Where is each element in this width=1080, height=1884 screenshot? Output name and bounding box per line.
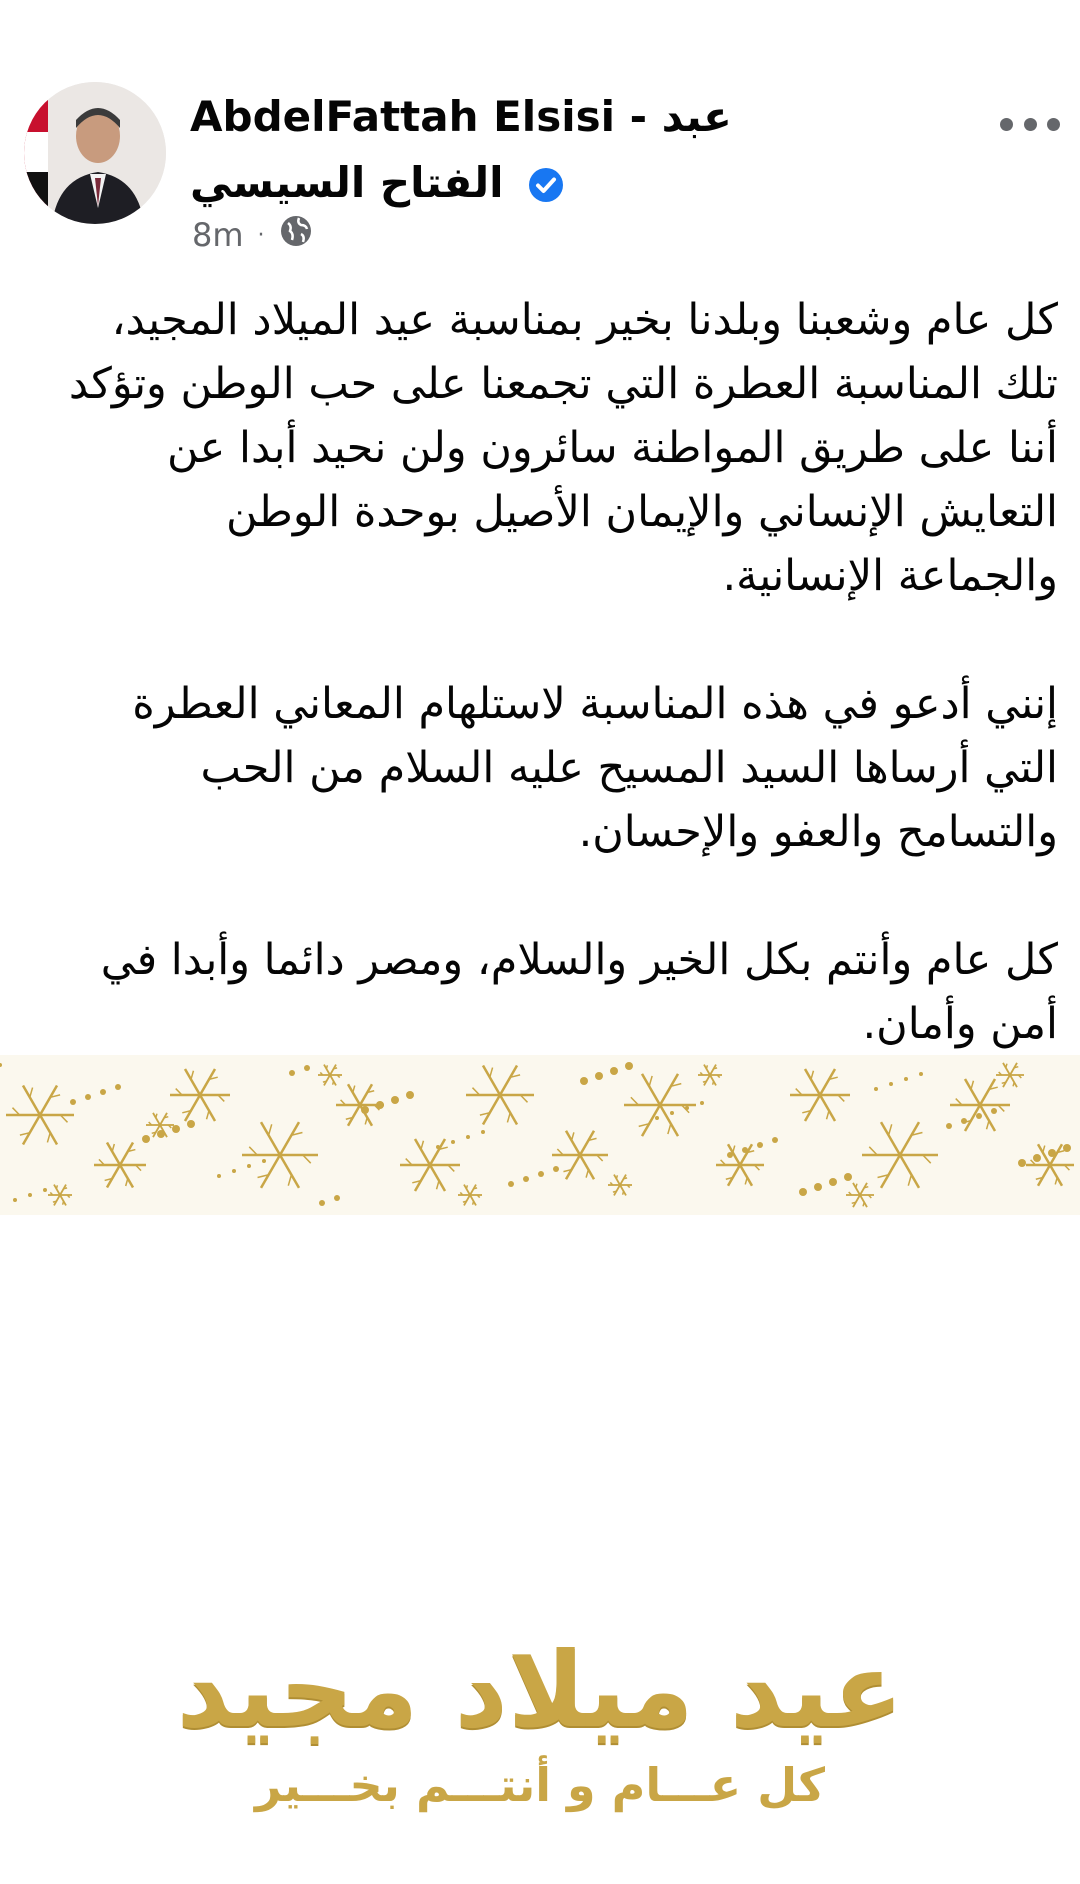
sparkle-dot: [1018, 1159, 1026, 1167]
sparkle-dot: [580, 1077, 588, 1085]
sparkle-dot: [685, 1106, 689, 1110]
meta-separator: ·: [257, 222, 265, 248]
post-paragraph: إنني أدعو في هذه المناسبة لاستلهام المعاني العطرة التي أرساها السيد المسيح عليه السلام من الحب والتسامح والعفو والإحسان.: [132, 679, 1058, 857]
author-name[interactable]: [190, 84, 830, 222]
sparkle-dot: [157, 1130, 165, 1138]
sparkle-dot: [655, 1116, 659, 1120]
sparkle-dot: [946, 1123, 952, 1129]
sparkle-dot: [889, 1082, 893, 1086]
sparkle-dot: [262, 1159, 266, 1163]
sparkle-dot: [553, 1166, 559, 1172]
sparkle-dot: [874, 1087, 878, 1091]
avatar[interactable]: [24, 82, 166, 224]
more-dot: [1000, 118, 1013, 131]
sparkle-dot: [451, 1140, 455, 1144]
sparkle-dot: [919, 1072, 923, 1076]
globe-icon: [279, 214, 313, 256]
sparkle-dot: [187, 1120, 195, 1128]
sparkle-dot: [799, 1188, 807, 1196]
sparkle-dot: [232, 1169, 236, 1173]
more-options-icon[interactable]: [1000, 108, 1060, 140]
sparkle-dot: [436, 1145, 440, 1149]
sparkle-dot: [319, 1200, 325, 1206]
sparkle-dot: [523, 1176, 529, 1182]
avatar-portrait: [24, 82, 166, 224]
sparkle-dot: [829, 1178, 837, 1186]
sparkle-dot: [115, 1084, 121, 1090]
sparkle-dot: [538, 1171, 544, 1177]
post-paragraph: كل عام وشعبنا وبلدنا بخير بمناسبة عيد الميلاد المجيد، تلك المناسبة العطرة التي تجمعنا على حب الوطن وتؤكد أننا على طريق المواطنة سائرون ولن نحيد أبدا عن التعايش الإنساني والإيمان الأصيل بوحدة الوطن والجماعة الإنسانية.: [68, 295, 1058, 601]
author-name-text[interactable]: AbdelFattah Elsisi - عبد الفتاح السيسي: [190, 92, 732, 207]
sparkle-dot: [13, 1198, 17, 1202]
sparkle-dot: [172, 1125, 180, 1133]
more-dot: [1024, 118, 1037, 131]
sparkle-dot: [625, 1062, 633, 1070]
sparkle-dot: [814, 1183, 822, 1191]
sparkle-dot: [610, 1067, 618, 1075]
snowflake-decoration: [0, 1055, 1080, 1215]
sparkle-dot: [334, 1195, 340, 1201]
sparkle-dot: [28, 1193, 32, 1197]
greeting-title: عيد ميلاد مجيد: [176, 1629, 904, 1751]
sparkle-dot: [1048, 1149, 1056, 1157]
sparkle-dot: [247, 1164, 251, 1168]
post-header: [0, 0, 1080, 260]
sparkle-dot: [700, 1101, 704, 1105]
sparkle-dot: [391, 1096, 399, 1104]
sparkle-dot: [742, 1147, 748, 1153]
sparkle-dot: [772, 1137, 778, 1143]
sparkle-dot: [595, 1072, 603, 1080]
sparkle-dot: [85, 1094, 91, 1100]
sparkle-dot: [670, 1111, 674, 1115]
post-paragraph: كل عام وأنتم بكل الخير والسلام، ومصر دائما وأبدا في أمن وأمان.: [100, 935, 1058, 1049]
sparkle-dot: [991, 1108, 997, 1114]
post-image[interactable]: [0, 1055, 1080, 1884]
sparkle-dot: [376, 1101, 384, 1109]
sparkle-dot: [976, 1113, 982, 1119]
sparkle-dot: [508, 1181, 514, 1187]
sparkle-dot: [466, 1135, 470, 1139]
post-meta: [192, 213, 313, 257]
verified-badge-icon: [528, 156, 564, 222]
sparkle-dot: [757, 1142, 763, 1148]
sparkle-dot: [406, 1091, 414, 1099]
sparkle-dot: [1033, 1154, 1041, 1162]
sparkle-dot: [361, 1106, 369, 1114]
sparkle-dot: [727, 1152, 733, 1158]
sparkle-dot: [481, 1130, 485, 1134]
sparkle-dot: [844, 1173, 852, 1181]
sparkle-dot: [43, 1188, 47, 1192]
sparkle-dot: [1063, 1144, 1071, 1152]
sparkle-dot: [961, 1118, 967, 1124]
sparkle-dot: [217, 1174, 221, 1178]
more-dot: [1047, 118, 1060, 131]
sparkle-dot: [142, 1135, 150, 1143]
sparkle-dot: [304, 1065, 310, 1071]
post-timestamp[interactable]: 8m: [192, 216, 244, 254]
sparkle-dot: [100, 1089, 106, 1095]
sparkle-dot: [289, 1070, 295, 1076]
post-body: [68, 288, 1058, 1056]
sparkle-dot: [70, 1099, 76, 1105]
sparkle-dot: [904, 1077, 908, 1081]
greeting-subtitle: كل عـــام و أنتـــم بخـــير: [254, 1758, 826, 1812]
